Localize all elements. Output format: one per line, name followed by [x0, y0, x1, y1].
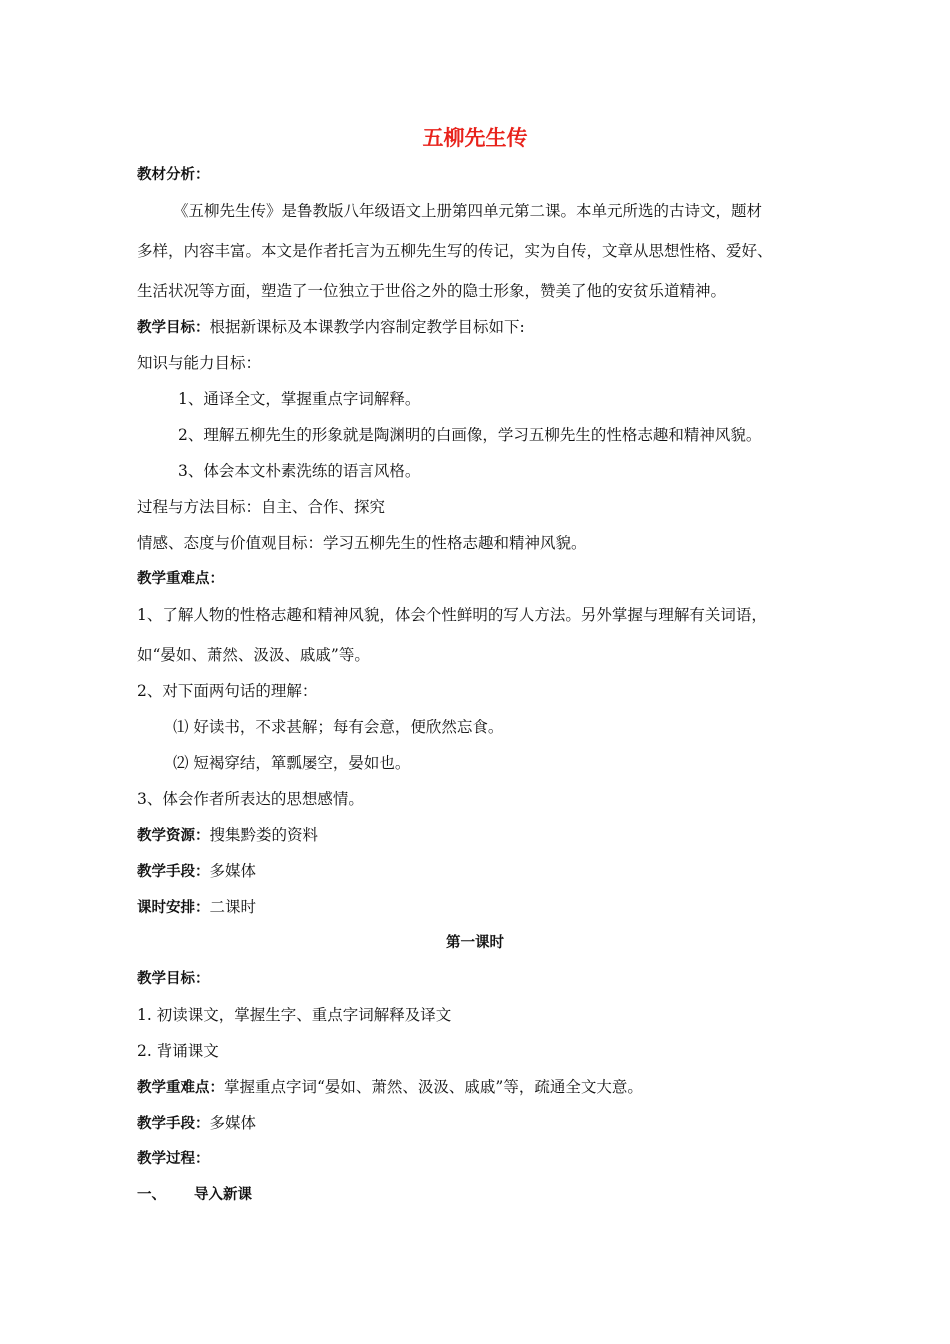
goals-heading: 教学目标：	[137, 320, 210, 336]
goals-intro: 根据新课标及本课教学内容制定教学目标如下:	[209, 318, 525, 336]
schedule-value: 二课时	[209, 898, 257, 916]
process-goal: 过程与方法目标：自主、合作、探究	[137, 498, 386, 516]
lesson1-means-label: 教学手段：	[137, 1116, 210, 1132]
schedule-line	[137, 897, 256, 918]
lesson1-key-line	[137, 1077, 643, 1098]
lesson1-means-value: 多媒体	[209, 1114, 257, 1132]
difficulty-sub-1: ⑴ 好读书，不求甚解；每有会意，便欣然忘食。	[173, 718, 504, 736]
emotion-goal: 情感、态度与价值观目标：学习五柳先生的性格志趣和精神风貌。	[137, 534, 587, 552]
lesson1-goals-heading: 教学目标：	[137, 971, 210, 987]
resources-value: 搜集黔娄的资料	[209, 826, 319, 844]
step1-label: 导入新课	[194, 1187, 252, 1203]
means-line	[137, 861, 256, 882]
difficulty-item-1b: 如“晏如、萧然、汲汲、戚戚”等。	[137, 646, 370, 664]
lesson1-means-line	[137, 1113, 256, 1134]
lesson1-process-heading: 教学过程：	[137, 1151, 210, 1167]
document-title: 五柳先生传	[422, 126, 528, 150]
difficulty-item-2: 2、对下面两句话的理解：	[137, 682, 318, 700]
means-label: 教学手段：	[137, 864, 210, 880]
lesson1-goal-1: 1. 初读课文，掌握生字、重点字词解释及译文	[137, 1006, 452, 1024]
lesson1-key-label: 教学重难点：	[137, 1080, 224, 1096]
knowledge-label: 知识与能力目标：	[137, 354, 262, 372]
analysis-line-3: 生活状况等方面，塑造了一位独立于世俗之外的隐士形象，赞美了他的安贫乐道精神。	[137, 282, 727, 300]
difficulty-item-3: 3、体会作者所表达的思想感情。	[137, 790, 364, 808]
means-value: 多媒体	[209, 862, 257, 880]
difficulty-item-1a: 1、了解人物的性格志趣和精神风貌，体会个性鲜明的写人方法。另外掌握与理解有关词语，	[137, 606, 767, 624]
resources-line	[137, 825, 318, 846]
knowledge-item-1: 1、通译全文，掌握重点字词解释。	[178, 390, 421, 408]
knowledge-item-3: 3、体会本文朴素洗练的语言风格。	[178, 462, 421, 480]
knowledge-item-2: 2、理解五柳先生的形象就是陶渊明的白画像，学习五柳先生的性格志趣和精神风貌。	[178, 426, 762, 444]
resources-label: 教学资源：	[137, 828, 210, 844]
difficulty-sub-2: ⑵ 短褐穿结，箪瓢屡空，晏如也。	[173, 754, 411, 772]
lesson1-heading: 第一课时	[446, 935, 504, 951]
schedule-label: 课时安排：	[137, 900, 210, 916]
lesson1-goal-2: 2. 背诵课文	[137, 1042, 219, 1060]
analysis-line-2: 多样，内容丰富。本文是作者托言为五柳先生写的传记，实为自传，文章从思想性格、爱好、	[137, 242, 773, 260]
goals-line	[137, 317, 525, 338]
lesson1-key-value: 掌握重点字词“晏如、萧然、汲汲、戚戚”等，疏通全文大意。	[224, 1078, 643, 1096]
analysis-heading: 教材分析：	[137, 167, 210, 183]
step1-number: 一、	[137, 1187, 166, 1203]
difficulties-heading: 教学重难点：	[137, 571, 224, 587]
analysis-line-1: 《五柳先生传》是鲁教版八年级语文上册第四单元第二课。本单元所选的古诗文，题材	[173, 202, 763, 220]
